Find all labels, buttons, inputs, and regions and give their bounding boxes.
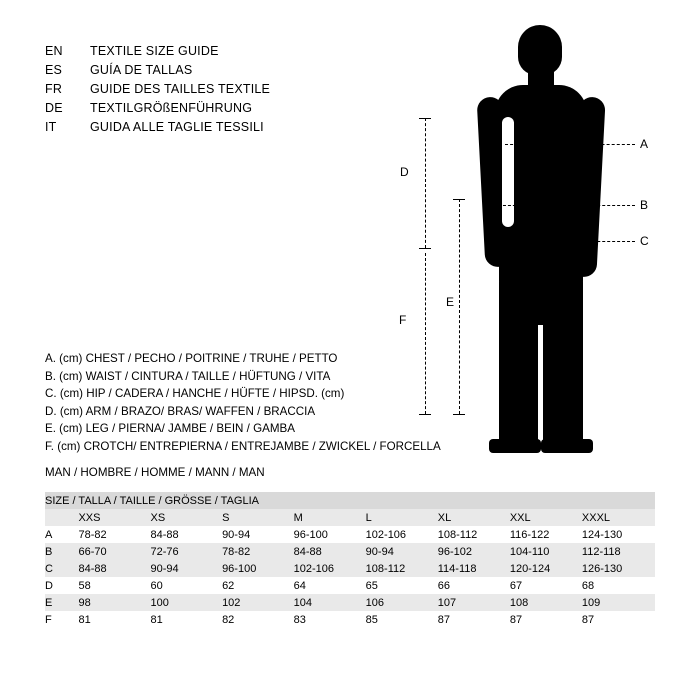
- cell-d-s: 62: [222, 577, 294, 594]
- cell-e-xs: 100: [151, 594, 223, 611]
- title-text-fr: GUIDE DES TAILLES TEXTILE: [90, 82, 271, 96]
- row-label-f: F: [45, 611, 78, 628]
- cell-f-m: 83: [294, 611, 366, 628]
- silhouette-left-foot: [489, 439, 541, 453]
- table-row: [45, 611, 655, 628]
- legend-row-a: A. (cm) CHEST / PECHO / POITRINE / TRUHE / PETTO: [45, 352, 338, 365]
- measure-label-c: C: [640, 234, 649, 248]
- guide-line-c: [498, 241, 635, 242]
- silhouette-right-foot: [541, 439, 593, 453]
- cell-b-xs: 72-76: [151, 543, 223, 560]
- cell-b-s: 78-82: [222, 543, 294, 560]
- table-row: [45, 526, 655, 543]
- cell-f-xxxl: 87: [582, 611, 655, 628]
- size-table-wrapper: [45, 492, 655, 628]
- title-row-en: [45, 44, 375, 63]
- cell-e-s: 102: [222, 594, 294, 611]
- cell-a-xxs: 78-82: [78, 526, 150, 543]
- title-text-es: GUÍA DE TALLAS: [90, 63, 193, 77]
- title-text-it: GUIDA ALLE TAGLIE TESSILI: [90, 120, 264, 134]
- row-label-a: A: [45, 526, 78, 543]
- cell-d-xxl: 67: [510, 577, 582, 594]
- cell-c-s: 96-100: [222, 560, 294, 577]
- size-col-xxs: XXS: [78, 509, 150, 526]
- title-row-fr: [45, 82, 375, 101]
- guide-cap-d-top: [419, 118, 431, 119]
- cell-f-l: 85: [366, 611, 438, 628]
- title-text-en: TEXTILE SIZE GUIDE: [90, 44, 219, 58]
- size-table: [45, 492, 655, 628]
- table-row: [45, 577, 655, 594]
- measure-label-f: F: [399, 313, 407, 327]
- table-row: [45, 560, 655, 577]
- guide-cap-d-bottom: [419, 248, 431, 249]
- row-label-d: D: [45, 577, 78, 594]
- cell-a-xl: 108-112: [438, 526, 510, 543]
- cell-a-s: 90-94: [222, 526, 294, 543]
- legend-row-c: C. (cm) HIP / CADERA / HANCHE / HÜFTE / HIPSD. (cm): [45, 387, 345, 400]
- title-lang-fr: FR: [45, 82, 63, 96]
- cell-b-l: 90-94: [366, 543, 438, 560]
- cell-b-xxs: 66-70: [78, 543, 150, 560]
- row-label-b: B: [45, 543, 78, 560]
- table-header-label: SIZE / TALLA / TAILLE / GRÖSSE / TAGLIA: [45, 492, 655, 509]
- title-row-it: [45, 120, 375, 139]
- cell-b-xxl: 104-110: [510, 543, 582, 560]
- cell-a-m: 96-100: [294, 526, 366, 543]
- legend-row-f: F. (cm) CROTCH/ ENTREPIERNA / ENTREJAMBE / ZWICKEL / FORCELLA: [45, 439, 441, 453]
- guide-line-a: [505, 144, 635, 145]
- cell-e-xl: 107: [438, 594, 510, 611]
- title-text-de: TEXTILGRÖßENFÜHRUNG: [90, 101, 253, 115]
- table-header-row: [45, 492, 655, 509]
- cell-b-xl: 96-102: [438, 543, 510, 560]
- table-sizes-row: [45, 509, 655, 526]
- guide-vline-e: [459, 199, 460, 414]
- size-col-xs: XS: [151, 509, 223, 526]
- cell-c-l: 108-112: [366, 560, 438, 577]
- size-col-xxl: XXL: [510, 509, 582, 526]
- gender-label: MAN / HOMBRE / HOMME / MANN / MAN: [45, 466, 265, 479]
- man-silhouette-figure: [455, 25, 625, 445]
- title-lang-it: IT: [45, 120, 57, 134]
- cell-d-xs: 60: [151, 577, 223, 594]
- cell-e-xxl: 108: [510, 594, 582, 611]
- guide-line-b: [498, 205, 635, 206]
- guide-vline-d: [425, 118, 426, 248]
- silhouette-head: [518, 25, 562, 75]
- cell-f-s: 82: [222, 611, 294, 628]
- cell-d-l: 65: [366, 577, 438, 594]
- measure-label-e: E: [446, 295, 455, 309]
- cell-d-m: 64: [294, 577, 366, 594]
- cell-c-xs: 90-94: [151, 560, 223, 577]
- title-lang-en: EN: [45, 44, 63, 58]
- cell-c-xxl: 120-124: [510, 560, 582, 577]
- cell-f-xxl: 87: [510, 611, 582, 628]
- title-lang-es: ES: [45, 63, 63, 77]
- cell-a-xs: 84-88: [151, 526, 223, 543]
- measure-label-b: B: [640, 198, 649, 212]
- guide-cap-e-top: [453, 199, 465, 200]
- measure-label-a: A: [640, 137, 649, 151]
- cell-f-xl: 87: [438, 611, 510, 628]
- guide-cap-e-bottom: [453, 414, 465, 415]
- cell-f-xs: 81: [151, 611, 223, 628]
- cell-f-xxs: 81: [78, 611, 150, 628]
- cell-e-xxxl: 109: [582, 594, 655, 611]
- cell-a-xxl: 116-122: [510, 526, 582, 543]
- cell-c-xl: 114-118: [438, 560, 510, 577]
- cell-a-xxxl: 124-130: [582, 526, 655, 543]
- legend-row-e: E. (cm) LEG / PIERNA/ JAMBE / BEIN / GAMBA: [45, 422, 295, 435]
- legend-row-b: B. (cm) WAIST / CINTURA / TAILLE / HÜFTUNG / VITA: [45, 369, 331, 383]
- row-label-e: E: [45, 594, 78, 611]
- cell-b-xxxl: 112-118: [582, 543, 655, 560]
- cell-a-l: 102-106: [366, 526, 438, 543]
- title-block: [45, 44, 375, 139]
- cell-b-m: 84-88: [294, 543, 366, 560]
- title-lang-de: DE: [45, 101, 63, 115]
- sizes-row-corner: [45, 509, 78, 526]
- measure-label-d: D: [400, 165, 409, 179]
- size-col-xxxl: XXXL: [582, 509, 655, 526]
- legend-block: [45, 350, 445, 455]
- legend-row-d: D. (cm) ARM / BRAZO/ BRAS/ WAFFEN / BRACCIA: [45, 404, 316, 418]
- cell-e-l: 106: [366, 594, 438, 611]
- title-row-de: [45, 101, 375, 120]
- silhouette-arm-gap: [502, 117, 514, 227]
- silhouette-leg-gap: [538, 325, 543, 453]
- size-col-l: L: [366, 509, 438, 526]
- cell-c-xxs: 84-88: [78, 560, 150, 577]
- cell-d-xxs: 58: [78, 577, 150, 594]
- cell-e-xxs: 98: [78, 594, 150, 611]
- cell-d-xxxl: 68: [582, 577, 655, 594]
- cell-e-m: 104: [294, 594, 366, 611]
- size-col-m: M: [294, 509, 366, 526]
- cell-c-xxxl: 126-130: [582, 560, 655, 577]
- table-row: [45, 594, 655, 611]
- size-col-s: S: [222, 509, 294, 526]
- size-col-xl: XL: [438, 509, 510, 526]
- title-row-es: [45, 63, 375, 82]
- row-label-c: C: [45, 560, 78, 577]
- cell-d-xl: 66: [438, 577, 510, 594]
- cell-c-m: 102-106: [294, 560, 366, 577]
- table-row: [45, 543, 655, 560]
